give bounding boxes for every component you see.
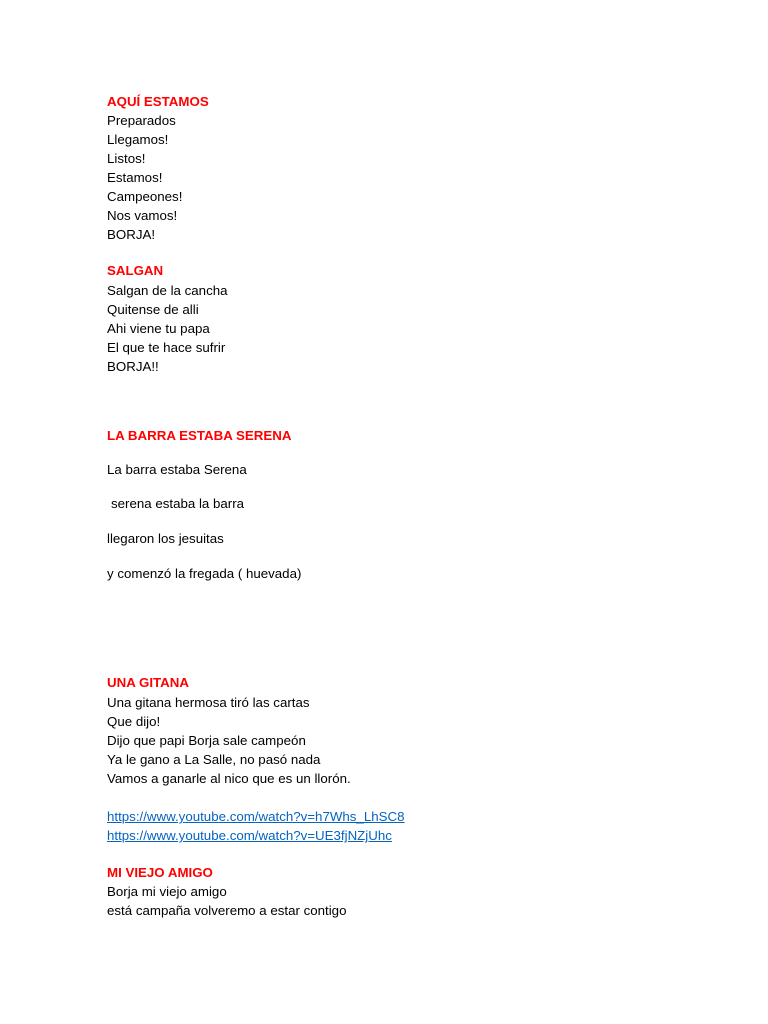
section-title: LA BARRA ESTABA SERENA <box>107 428 292 443</box>
lyric-line: Borja mi viejo amigo <box>107 884 227 899</box>
lyric-line: Que dijo! <box>107 714 161 729</box>
lyric-line: BORJA!! <box>107 359 159 374</box>
lyric-line: Quitense de alli <box>107 302 199 317</box>
lyric-line: La barra estaba Serena <box>107 462 247 477</box>
lyric-line: Dijo que papi Borja sale campeón <box>107 733 306 748</box>
section-title: MI VIEJO AMIGO <box>107 865 213 880</box>
youtube-link[interactable]: https://www.youtube.com/watch?v=h7Whs_LhSC8 <box>107 809 405 824</box>
lyric-line: El que te hace sufrir <box>107 340 226 355</box>
lyric-line: Listos! <box>107 151 146 166</box>
lyric-line: Vamos a ganarle al nico que es un llorón. <box>107 771 351 786</box>
lyric-line: llegaron los jesuitas <box>107 531 224 546</box>
lyric-line: Salgan de la cancha <box>107 283 228 298</box>
lyric-line: Una gitana hermosa tiró las cartas <box>107 695 310 710</box>
youtube-link[interactable]: https://www.youtube.com/watch?v=UE3fjNZjUhc <box>107 828 392 843</box>
section-title: UNA GITANA <box>107 675 189 690</box>
lyric-line: Campeones! <box>107 189 183 204</box>
lyric-line: Ya le gano a La Salle, no pasó nada <box>107 752 321 767</box>
lyric-line: Llegamos! <box>107 132 169 147</box>
section-title: AQUÍ ESTAMOS <box>107 94 209 109</box>
lyric-line: Preparados <box>107 113 176 128</box>
lyric-line: BORJA! <box>107 227 156 242</box>
lyric-line: está campaña volveremo a estar contigo <box>107 903 347 918</box>
section-title: SALGAN <box>107 263 164 278</box>
lyric-line: serena estaba la barra <box>111 496 245 511</box>
lyric-line: Nos vamos! <box>107 208 178 223</box>
lyric-line: Ahi viene tu papa <box>107 321 210 336</box>
lyric-line: Estamos! <box>107 170 163 185</box>
lyric-line: y comenzó la fregada ( huevada) <box>107 566 302 581</box>
